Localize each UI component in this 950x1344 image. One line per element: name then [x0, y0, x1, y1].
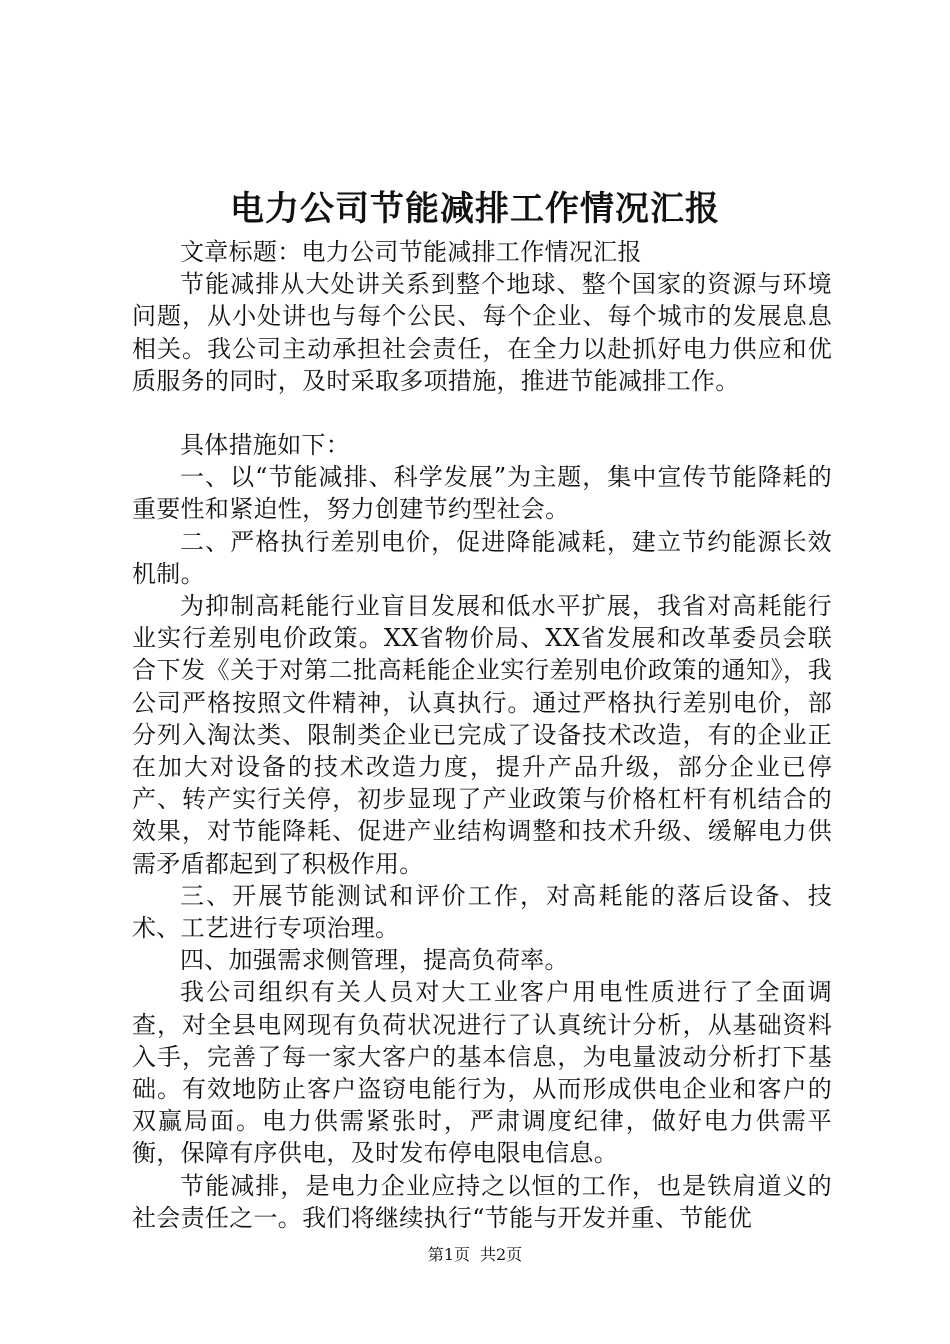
document-body: [132, 236, 832, 1234]
paragraph-intro: 节能减排从大处讲关系到整个地球、整个国家的资源与环境问题，从小处讲也与每个公民、每个企业、每个城市的发展息息相关。我公司主动承担社会责任，在全力以赴抓好电力供应和优质服务的同时，及时采取多项措施，推进节能减排工作。: [132, 270, 832, 395]
article-title-line: 文章标题：电力公司节能减排工作情况汇报: [180, 238, 642, 266]
paragraph-measure-4: 四、加强需求侧管理，提高负荷率。: [180, 946, 569, 975]
paragraph-measure-1: 一、以“节能减排、科学发展”为主题，集中宣传节能降耗的重要性和紧迫性，努力创建节约型社会。: [132, 463, 832, 524]
paragraph-measure-2: 二、严格执行差别电价，促进降能减耗，建立节约能源长效机制。: [132, 527, 832, 588]
page-number-total: 共2页: [480, 1245, 523, 1264]
document-title: 电力公司节能减排工作情况汇报: [230, 189, 720, 229]
paragraph-measures-heading: 具体措施如下：: [180, 431, 351, 460]
paragraph-measure-2-detail: 为抑制高耗能行业盲目发展和低水平扩展，我省对高耗能行业实行差别电价政策。XX省物价局、XX省发展和改革委员会联合下发《关于对第二批高耗能企业实行差别电价政策的通知》，我公司严格按照文件精神，认真执行。通过严格执行差别电价，部分列入淘汰类、限制类企业已完成了设备技术改造，有的企业正在加大对设备的技术改造力度，提升产品升级，部分企业已停产、转产实行关停，初步显现了产业政策与价格杠杆有机结合的效果，对节能降耗、促进产业结构调整和技术升级、缓解电力供需矛盾都起到了积极作用。: [132, 592, 832, 878]
page-footer: [0, 1244, 950, 1266]
paragraph-measure-4-detail: 我公司组织有关人员对大工业客户用电性质进行了全面调查，对全县电网现有负荷状况进行了认真统计分析，从基础资料入手，完善了每一家大客户的基本信息，为电量波动分析打下基础。有效地防止客户盗窃电能行为，从而形成供电企业和客户的双赢局面。电力供需紧张时，严肃调度纪律，做好电力供需平衡，保障有序供电，及时发布停电限电信息。: [132, 978, 832, 1168]
paragraph-conclusion: 节能减排，是电力企业应持之以恒的工作，也是铁肩道义的社会责任之一。我们将继续执行“节能与开发并重、节能优: [132, 1171, 832, 1232]
paragraph-measure-3: 三、开展节能测试和评价工作，对高耗能的落后设备、技术、工艺进行专项治理。: [132, 881, 832, 943]
page-number-current: 第1页: [427, 1245, 470, 1264]
